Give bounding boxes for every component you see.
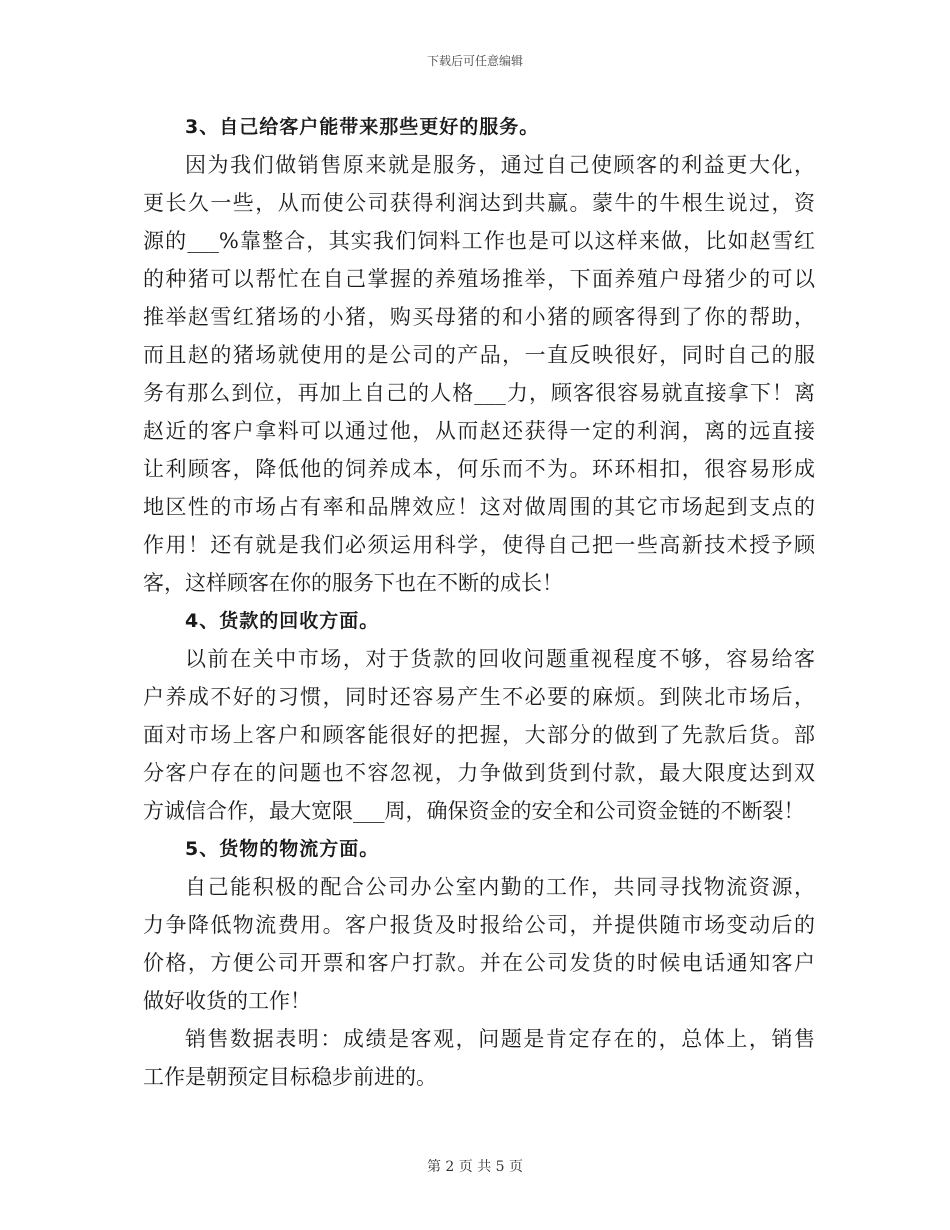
paragraph-line: 分客户存在的问题也不容忽视，力争做到货到付款，最大限度达到双 [143, 761, 815, 785]
paragraph-line: 客，这样顾客在你的服务下也在不断的成长！ [143, 571, 563, 595]
section-heading: 3、自己给客户能带来那些更好的服务。 [185, 116, 540, 138]
paragraph-line: 赵近的客户拿料可以通过他，从而赵还获得一定的利润，离的远直接 [143, 419, 815, 443]
paragraph-line: 力争降低物流费用。客户报货及时报给公司，并提供随市场变动后的 [143, 913, 815, 937]
document-body [143, 108, 815, 1096]
section-heading: 5、货物的物流方面。 [185, 838, 380, 860]
paragraph-line: 务有那么到位，再加上自己的人格___力，顾客很容易就直接拿下！离 [143, 381, 815, 405]
paragraph-line: 方诚信合作，最大宽限___周，确保资金的安全和公司资金链的不断裂！ [143, 799, 805, 823]
paragraph-line: 以前在关中市场，对于货款的回收问题重视程度不够，容易给客 [185, 647, 815, 671]
section-paragraph [143, 868, 815, 1020]
paragraph-line: 更长久一些，从而使公司获得利润达到共赢。蒙牛的牛根生说过，资 [143, 191, 815, 215]
section-paragraph [143, 146, 815, 602]
paragraph-line: 的种猪可以帮忙在自己掌握的养殖场推举，下面养殖户母猪少的可以 [143, 267, 815, 291]
paragraph-line: 地区性的市场占有率和品牌效应！这对做周围的其它市场起到支点的 [143, 495, 815, 519]
closing-paragraph [143, 1020, 815, 1096]
paragraph-line: 作用！还有就是我们必须运用科学，使得自己把一些高新技术授予顾 [143, 533, 815, 557]
paragraph-line: 价格，方便公司开票和客户打款。并在公司发货的时候电话通知客户 [143, 951, 815, 975]
paragraph-line: 自己能积极的配合公司办公室内勤的工作，共同寻找物流资源， [185, 875, 815, 899]
section-heading: 4、货款的回收方面。 [185, 610, 380, 632]
page-number: 第 2 页 共 5 页 [426, 1159, 524, 1175]
paragraph-line: 而且赵的猪场就使用的是公司的产品，一直反映很好，同时自己的服 [143, 343, 815, 367]
paragraph-line: 销售数据表明：成绩是客观，问题是肯定存在的，总体上，销售 [185, 1027, 815, 1051]
paragraph-line: 让利顾客，降低他的饲养成本，何乐而不为。环环相扣，很容易形成 [143, 457, 815, 481]
paragraph-line: 做好收货的工作！ [143, 989, 311, 1013]
paragraph-line: 因为我们做销售原来就是服务，通过自己使顾客的利益更大化， [185, 153, 815, 177]
paragraph-line: 源的___%靠整合，其实我们饲料工作也是可以这样来做，比如赵雪红 [143, 229, 815, 253]
paragraph-line: 户养成不好的习惯，同时还容易产生不必要的麻烦。到陕北市场后， [143, 685, 815, 709]
paragraph-line: 工作是朝预定目标稳步前进的。 [143, 1065, 437, 1089]
section-paragraph [143, 640, 815, 830]
page-header: 下载后可任意编辑 [426, 54, 523, 68]
paragraph-line: 面对市场上客户和顾客能很好的把握，大部分的做到了先款后货。部 [143, 723, 815, 747]
paragraph-line: 推举赵雪红猪场的小猪，购买母猪的和小猪的顾客得到了你的帮助， [143, 305, 815, 329]
